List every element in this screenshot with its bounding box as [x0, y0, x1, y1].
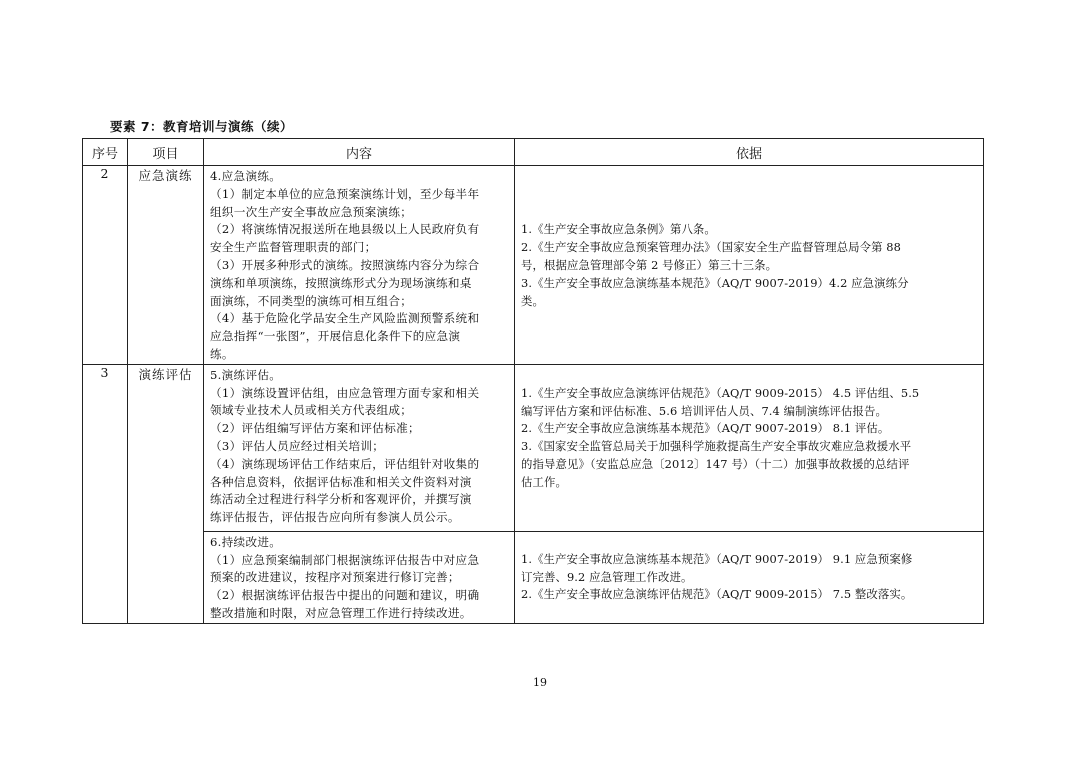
row-seq: 3: [83, 364, 128, 623]
content-line: 5.演练评估。: [210, 367, 282, 382]
content-line: （1）应急预案编制部门根据演练评估报告中对应急: [210, 552, 480, 567]
row-basis-cell: [515, 364, 984, 531]
header-seq: 序号: [83, 139, 128, 166]
content-line: 各种信息资料，依据评估标准和相关文件资料对演: [210, 474, 472, 489]
header-basis: 依据: [515, 139, 984, 166]
requirements-table: [82, 138, 984, 624]
content-line: 4.应急演练。: [210, 169, 282, 183]
row-content-cell: [204, 364, 515, 531]
row-basis-cell: [515, 166, 984, 365]
basis-line: 2.《生产安全事故应急演练基本规范》（AQ/T 9007-2019） 8.1 评估。: [521, 421, 890, 436]
row-seq: 2: [83, 166, 128, 365]
content-line: 安全生产监督管理职责的部门；: [210, 240, 377, 255]
content-line: 练活动全过程进行科学分析和客观评价，并撰写演: [210, 492, 472, 507]
table-header-row: [83, 139, 984, 166]
table-row: [83, 531, 984, 623]
basis-line: 2.《生产安全事故应急演练评估规范》（AQ/T 9009-2015） 7.5 整改落实。: [521, 587, 913, 602]
content-line: （4）演练现场评估工作结束后，评估组针对收集的: [210, 456, 480, 471]
basis-line: 类。: [521, 293, 544, 308]
row-item: 应急演练: [128, 166, 204, 365]
content-line: （2）根据演练评估报告中提出的问题和建议，明确: [210, 588, 480, 603]
basis-line: 订完善、9.2 应急管理工作改进。: [521, 569, 693, 584]
basis-line: 1.《生产安全事故应急演练评估规范》（AQ/T 9009-2015） 4.5 评估组、5.5: [521, 385, 920, 400]
basis-line: 1.《生产安全事故应急演练基本规范》（AQ/T 9007-2019） 9.1 应急预案修: [521, 551, 913, 566]
content-line: 领域专业技术人员或相关方代表组成；: [210, 403, 413, 418]
header-content: 内容: [204, 139, 515, 166]
row-basis-cell: [515, 531, 984, 623]
row-content-cell: [204, 531, 515, 623]
content-line: 演练和单项演练，按照演练形式分为现场演练和桌: [210, 275, 472, 290]
basis-line: 编写评估方案和评估标准、5.6 培训评估人员、7.4 编制演练评估报告。: [521, 403, 888, 418]
content-line: 练。: [210, 346, 234, 361]
content-line: （2）评估组编写评估方案和评估标准；: [210, 421, 420, 436]
content-line: 面演练，不同类型的演练可相互组合；: [210, 293, 413, 308]
basis-line: 号，根据应急管理部令第 2 号修正）第三十三条。: [521, 257, 778, 272]
content-line: （2）将演练情况报送所在地县级以上人民政府负有: [210, 222, 480, 237]
content-line: （4）基于危险化学品安全生产风险监测预警系统和: [210, 311, 480, 326]
content-line: 组织一次生产安全事故应急预案演练；: [210, 204, 413, 219]
row-content-cell: [204, 166, 515, 365]
row-item: 演练评估: [128, 364, 204, 623]
content-line: 整改措施和时限，对应急管理工作进行持续改进。: [210, 605, 472, 620]
content-line: （3）开展多种形式的演练。按照演练内容分为综合: [210, 257, 480, 272]
content-line: （1）演练设置评估组，由应急管理方面专家和相关: [210, 385, 480, 400]
page-number: 19: [533, 676, 547, 689]
basis-line: 2.《生产安全事故应急预案管理办法》（国家安全生产监督管理总局令第 88: [521, 240, 901, 255]
basis-line: 1.《生产安全事故应急条例》第八条。: [521, 222, 716, 237]
basis-line: 3.《国家安全监管总局关于加强科学施救提高生产安全事故灾难应急救援水平: [521, 439, 912, 454]
basis-line: 估工作。: [521, 474, 567, 489]
content-line: （3）评估人员应经过相关培训；: [210, 438, 385, 453]
content-line: 预案的改进建议，按程序对预案进行修订完善；: [210, 570, 460, 585]
content-line: 练评估报告，评估报告应向所有参演人员公示。: [210, 510, 460, 525]
table-row: [83, 364, 984, 531]
table-row: [83, 166, 984, 365]
section-title: 要素 7：教育培训与演练（续）: [110, 119, 294, 134]
basis-line: 3.《生产安全事故应急演练基本规范》（AQ/T 9007-2019）4.2 应急演练分: [521, 275, 909, 290]
basis-line: 的指导意见》（安监总应急〔2012〕147 号）（十二）加强事故救援的总结评: [521, 456, 910, 471]
content-line: 应急指挥“一张图”，开展信息化条件下的应急演: [210, 329, 461, 344]
content-line: 6.持续改进。: [210, 534, 282, 549]
content-line: （1）制定本单位的应急预案演练计划，至少每半年: [210, 186, 480, 201]
header-item: 项目: [128, 139, 204, 166]
